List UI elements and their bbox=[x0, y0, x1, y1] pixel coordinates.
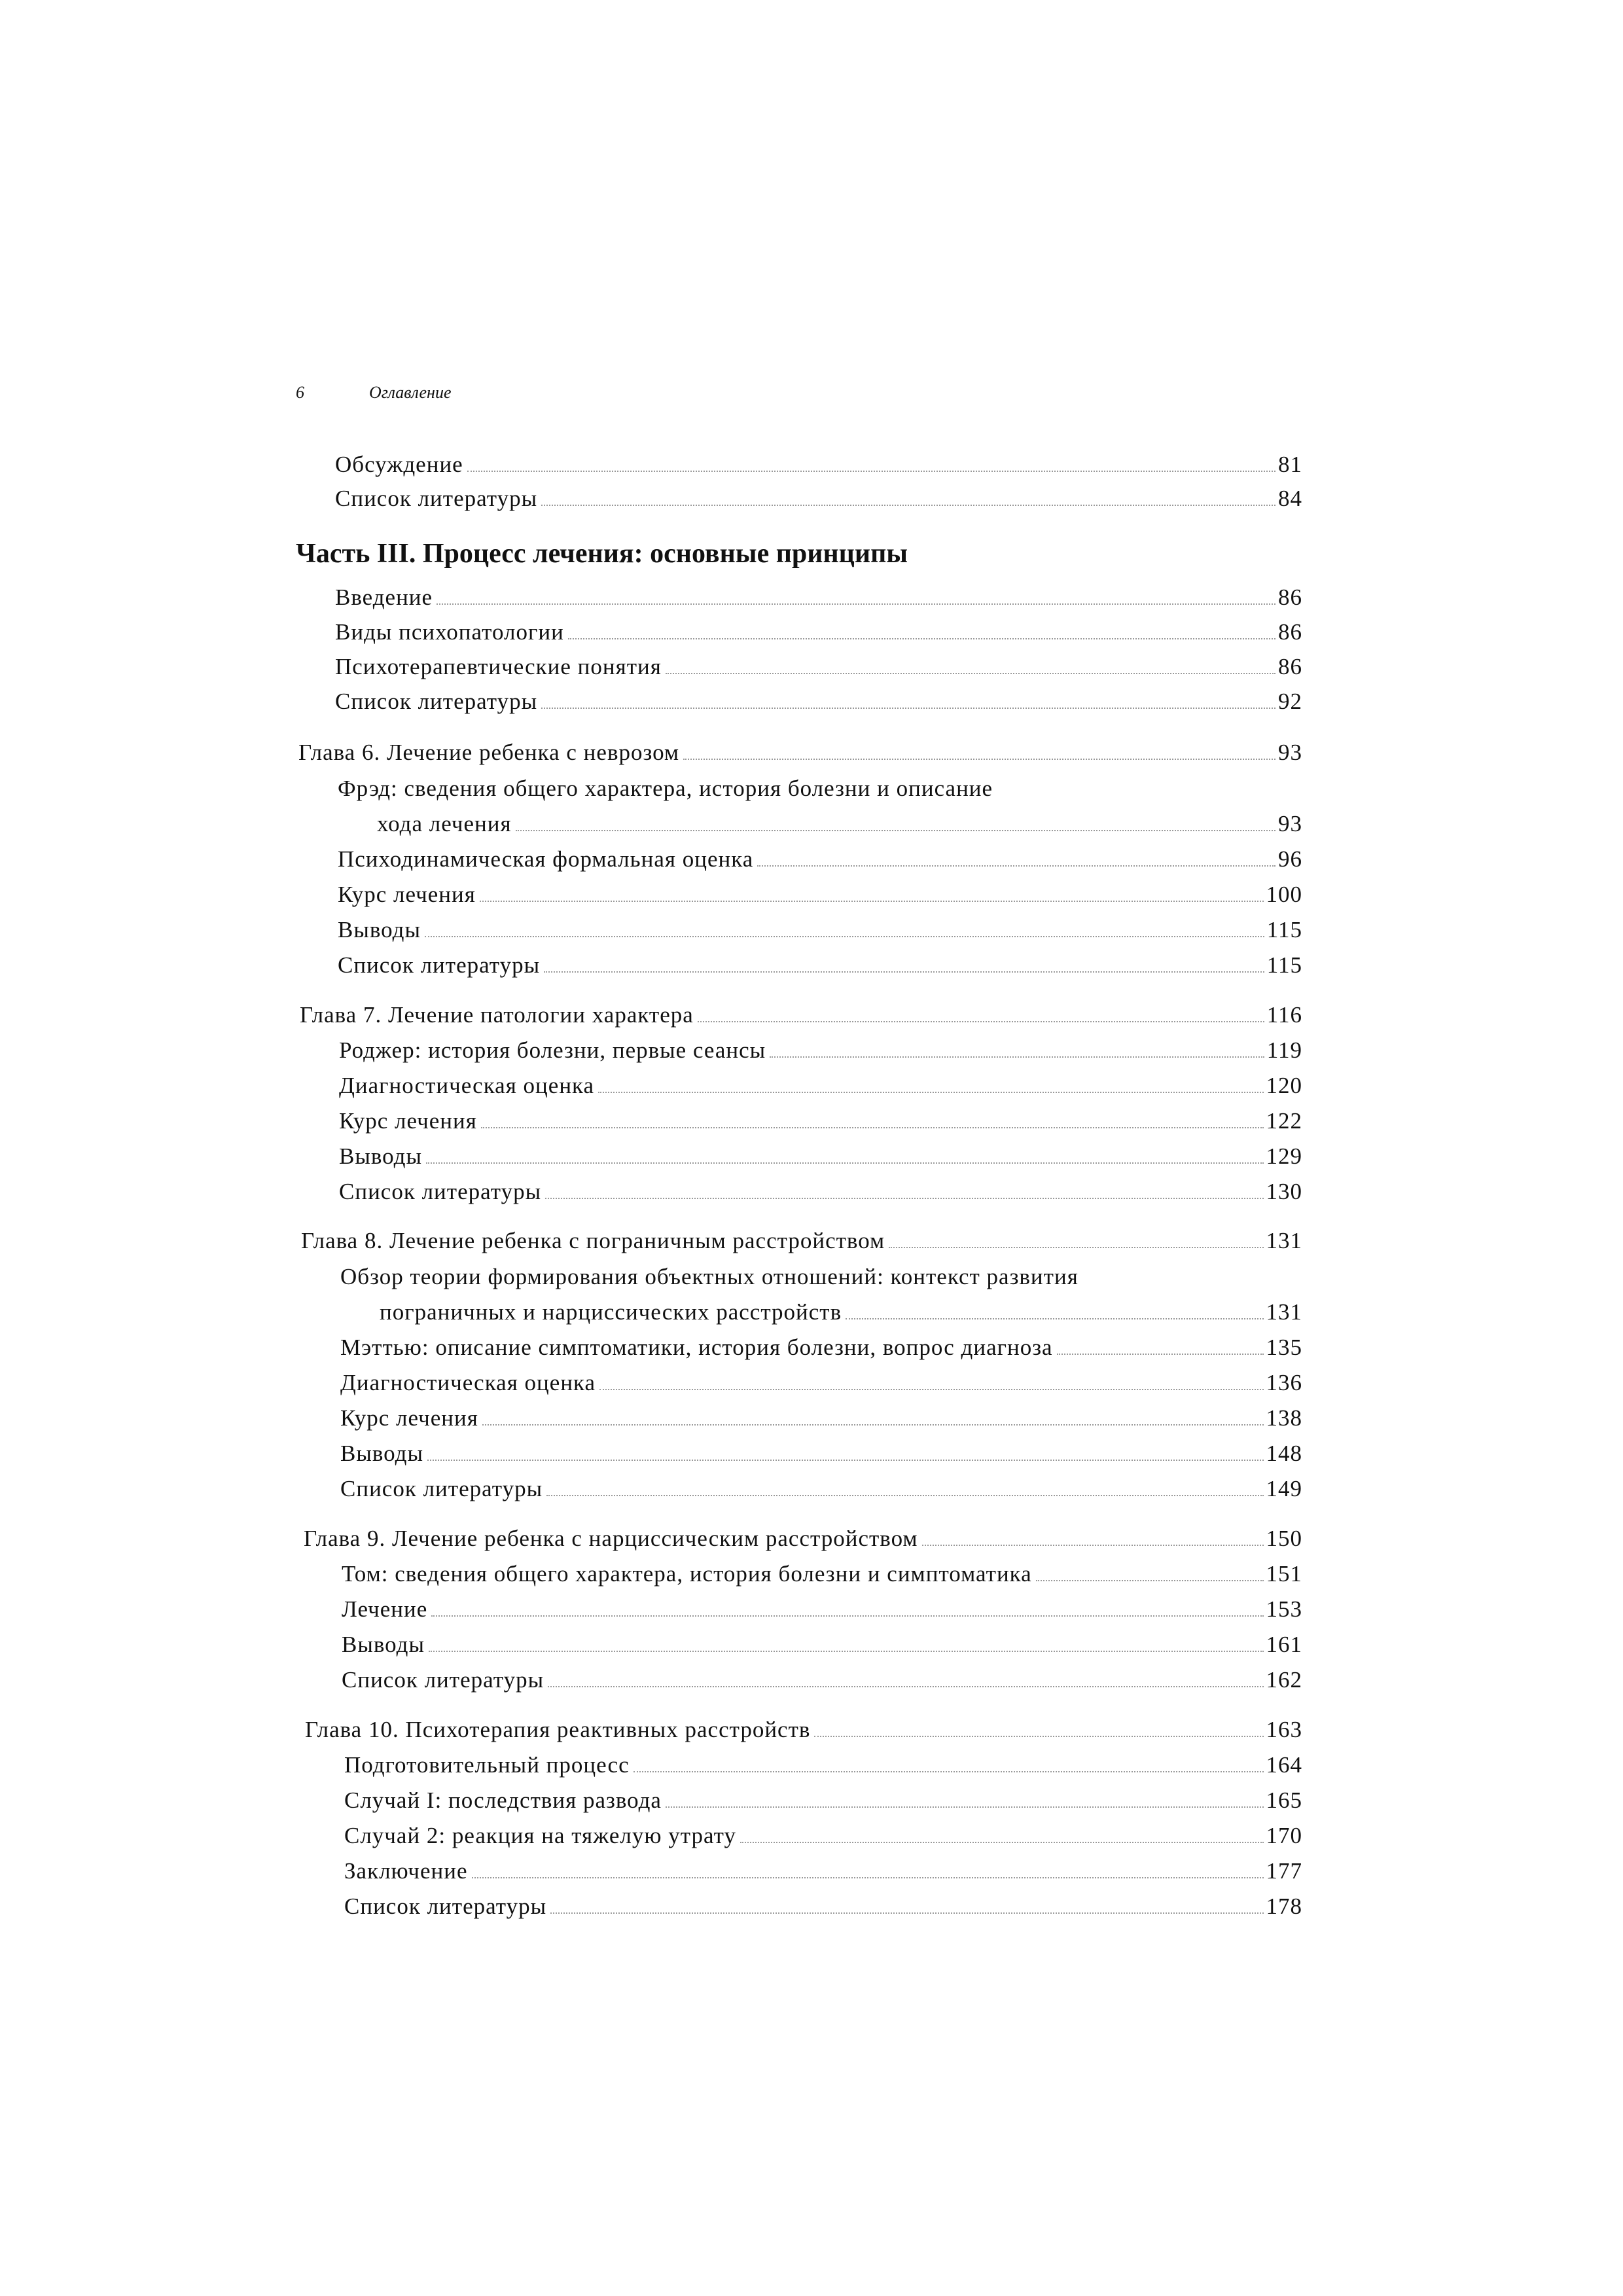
toc-entry-title: Заключение bbox=[344, 1858, 468, 1884]
toc-entry bbox=[344, 1854, 1302, 1889]
toc-entry-title-continued: хода лечения bbox=[377, 811, 512, 836]
toc-leader bbox=[516, 830, 1275, 831]
toc-leader bbox=[548, 1686, 1263, 1687]
toc-entry-page: 162 bbox=[1266, 1667, 1302, 1693]
toc-entry-title: Курс лечения bbox=[338, 882, 476, 907]
toc-entry-page: 149 bbox=[1266, 1476, 1302, 1501]
toc-entry-line2 bbox=[377, 806, 1302, 842]
chapter-10-heading bbox=[305, 1712, 1302, 1748]
header-title: Оглавление bbox=[369, 383, 452, 402]
toc-leader bbox=[472, 1877, 1264, 1878]
toc-entry-title: Выводы bbox=[340, 1441, 423, 1466]
toc-entry bbox=[338, 842, 1302, 877]
toc-entry-title: Выводы bbox=[338, 917, 421, 942]
toc-entry bbox=[340, 1330, 1302, 1365]
toc-entry-title: Фрэд: сведения общего характера, история болезни и описание bbox=[338, 776, 993, 801]
toc-leader bbox=[429, 1651, 1264, 1652]
toc-entry-title: Том: сведения общего характера, история болезни и симптоматика bbox=[342, 1561, 1032, 1587]
toc-leader bbox=[550, 1912, 1263, 1914]
toc-leader bbox=[698, 1021, 1264, 1022]
toc-leader bbox=[431, 1615, 1263, 1617]
toc-leader bbox=[846, 1318, 1263, 1319]
toc-entry-page: 100 bbox=[1266, 882, 1302, 907]
toc-leader bbox=[666, 1806, 1264, 1808]
toc-entry-page: 86 bbox=[1278, 654, 1302, 679]
chapter-8-heading bbox=[301, 1223, 1302, 1259]
toc-leader bbox=[740, 1842, 1264, 1843]
toc-chapter-title: Глава 9. Лечение ребенка с нарциссическим расстройством bbox=[304, 1526, 918, 1551]
toc-entry-title: Мэттью: описание симптоматики, история болезни, вопрос диагноза bbox=[340, 1335, 1053, 1360]
toc-entry-title: Подготовительный процесс bbox=[344, 1752, 630, 1778]
chapter-7-heading bbox=[300, 997, 1302, 1033]
toc-entry-page: 130 bbox=[1266, 1179, 1302, 1204]
toc-chapter-title: Глава 8. Лечение ребенка с пограничным расстройством bbox=[301, 1228, 885, 1253]
toc-chapter-title: Глава 7. Лечение патологии характера bbox=[300, 1002, 694, 1028]
toc-entry bbox=[344, 1748, 1302, 1783]
toc-leader bbox=[480, 901, 1264, 902]
toc-leader bbox=[1036, 1580, 1264, 1581]
toc-entry bbox=[339, 1139, 1302, 1174]
chapter-9-heading bbox=[304, 1521, 1302, 1556]
toc-entry-title: Введение bbox=[335, 584, 433, 610]
toc-entry-title: Курс лечения bbox=[339, 1108, 477, 1134]
toc-leader bbox=[481, 1127, 1264, 1128]
toc-leader bbox=[814, 1736, 1263, 1737]
toc-leader bbox=[437, 603, 1275, 605]
toc-entry bbox=[335, 481, 1302, 516]
toc-entry-title: Список литературы bbox=[335, 486, 538, 511]
toc-entry bbox=[335, 615, 1302, 650]
toc-entry-line1 bbox=[338, 771, 1302, 806]
running-header bbox=[296, 383, 451, 403]
toc-entry-title: Обзор теории формирования объектных отношений: контекст развития bbox=[340, 1264, 1079, 1289]
toc-entry-title: Список литературы bbox=[344, 1893, 547, 1919]
toc-entry-line2 bbox=[380, 1295, 1302, 1330]
toc-entry bbox=[335, 684, 1302, 719]
toc-leader bbox=[889, 1247, 1263, 1248]
toc-entry-title: Виды психопатологии bbox=[335, 619, 564, 645]
toc-entry-page: 93 bbox=[1278, 811, 1302, 836]
toc-entry-title: Курс лечения bbox=[340, 1405, 478, 1431]
toc-entry bbox=[342, 1662, 1302, 1698]
toc-entry-page: 81 bbox=[1278, 452, 1302, 477]
toc-leader bbox=[598, 1092, 1263, 1093]
toc-entry bbox=[338, 877, 1302, 912]
toc-entry bbox=[340, 1471, 1302, 1507]
toc-entry-page: 138 bbox=[1266, 1405, 1302, 1431]
toc-leader bbox=[770, 1056, 1264, 1058]
toc-entry-page: 135 bbox=[1266, 1335, 1302, 1360]
toc-entry-title: Выводы bbox=[342, 1632, 425, 1657]
toc-chapter-page: 93 bbox=[1278, 740, 1302, 765]
toc-leader bbox=[544, 971, 1264, 973]
toc-entry-page: 115 bbox=[1266, 952, 1302, 978]
header-page-number: 6 bbox=[296, 383, 304, 402]
toc-entry-title: Диагностическая оценка bbox=[339, 1073, 595, 1098]
toc-chapter-page: 116 bbox=[1266, 1002, 1302, 1028]
toc-entry bbox=[344, 1818, 1302, 1854]
toc-entry-title: Психотерапевтические понятия bbox=[335, 654, 662, 679]
toc-entry-page: 153 bbox=[1266, 1596, 1302, 1622]
toc-entry-page: 122 bbox=[1266, 1108, 1302, 1134]
toc-entry-title: Случай I: последствия развода bbox=[344, 1787, 662, 1813]
toc-entry bbox=[342, 1627, 1302, 1662]
toc-entry bbox=[338, 948, 1302, 983]
toc-entry bbox=[340, 1401, 1302, 1436]
toc-entry bbox=[335, 649, 1302, 685]
toc-entry-page: 129 bbox=[1266, 1143, 1302, 1169]
toc-entry-page: 84 bbox=[1278, 486, 1302, 511]
toc-entry bbox=[340, 1365, 1302, 1401]
chapter-6-heading bbox=[298, 735, 1302, 770]
toc-entry-page: 120 bbox=[1266, 1073, 1302, 1098]
toc-entry bbox=[339, 1103, 1302, 1139]
toc-leader bbox=[757, 865, 1275, 867]
toc-entry bbox=[335, 580, 1302, 615]
toc-leader bbox=[426, 1162, 1264, 1164]
toc-entry bbox=[344, 1783, 1302, 1818]
toc-entry-title: Список литературы bbox=[338, 952, 541, 978]
toc-chapter-page: 163 bbox=[1266, 1717, 1302, 1742]
toc-entry-page: 161 bbox=[1266, 1632, 1302, 1657]
toc-entry bbox=[339, 1068, 1302, 1103]
toc-leader bbox=[545, 1198, 1263, 1199]
toc-entry-page: 148 bbox=[1266, 1441, 1302, 1466]
toc-leader bbox=[683, 759, 1275, 760]
toc-entry bbox=[342, 1556, 1302, 1592]
toc-leader bbox=[666, 673, 1275, 674]
toc-entry-title: Список литературы bbox=[335, 689, 538, 714]
toc-entry-title: Список литературы bbox=[339, 1179, 542, 1204]
toc-entry bbox=[340, 1436, 1302, 1471]
toc-leader bbox=[425, 936, 1264, 937]
toc-entry-title: Психодинамическая формальная оценка bbox=[338, 846, 754, 872]
toc-entry-page: 170 bbox=[1266, 1823, 1302, 1848]
toc-chapter-page: 150 bbox=[1266, 1526, 1302, 1551]
toc-entry-page: 136 bbox=[1266, 1370, 1302, 1395]
toc-entry-page: 119 bbox=[1266, 1037, 1302, 1063]
toc-entry bbox=[335, 447, 1302, 482]
toc-entry bbox=[344, 1889, 1302, 1924]
toc-entry-page: 96 bbox=[1278, 846, 1302, 872]
toc-entry bbox=[339, 1174, 1302, 1210]
toc-chapter-page: 131 bbox=[1266, 1228, 1302, 1253]
toc-leader bbox=[546, 1495, 1263, 1496]
toc-entry-title: Диагностическая оценка bbox=[340, 1370, 596, 1395]
toc-leader bbox=[482, 1424, 1264, 1426]
toc-leader bbox=[599, 1389, 1263, 1390]
toc-entry-page: 178 bbox=[1266, 1893, 1302, 1919]
toc-entry-title: Случай 2: реакция на тяжелую утрату bbox=[344, 1823, 736, 1848]
toc-entry-page: 151 bbox=[1266, 1561, 1302, 1587]
toc-entry-title: Роджер: история болезни, первые сеансы bbox=[339, 1037, 766, 1063]
toc-entry-title-continued: пограничных и нарциссических расстройств bbox=[380, 1299, 842, 1325]
toc-entry-page: 165 bbox=[1266, 1787, 1302, 1813]
toc-entry-line1 bbox=[340, 1259, 1302, 1295]
toc-entry-page: 164 bbox=[1266, 1752, 1302, 1778]
part-heading: Часть III. Процесс лечения: основные принципы bbox=[296, 539, 908, 569]
toc-leader bbox=[541, 505, 1275, 506]
toc-leader bbox=[1057, 1354, 1264, 1355]
toc-entry bbox=[338, 912, 1302, 948]
toc-entry-page: 92 bbox=[1278, 689, 1302, 714]
toc-leader bbox=[922, 1545, 1264, 1546]
toc-entry-title: Лечение bbox=[342, 1596, 428, 1622]
toc-entry-page: 115 bbox=[1266, 917, 1302, 942]
toc-leader bbox=[541, 708, 1275, 709]
toc-chapter-title: Глава 6. Лечение ребенка с неврозом bbox=[298, 740, 680, 765]
toc-chapter-title: Глава 10. Психотерапия реактивных расстройств bbox=[305, 1717, 811, 1742]
toc-entry bbox=[342, 1592, 1302, 1627]
toc-entry-page: 86 bbox=[1278, 619, 1302, 645]
toc-entry-title: Выводы bbox=[339, 1143, 422, 1169]
toc-leader bbox=[568, 638, 1275, 639]
toc-entry-title: Список литературы bbox=[340, 1476, 543, 1501]
toc-leader bbox=[427, 1460, 1264, 1461]
toc-entry-title: Обсуждение bbox=[335, 452, 463, 477]
toc-entry-page: 177 bbox=[1266, 1858, 1302, 1884]
toc-entry-page: 86 bbox=[1278, 584, 1302, 610]
toc-entry bbox=[339, 1033, 1302, 1068]
toc-entry-page: 131 bbox=[1266, 1299, 1302, 1325]
toc-entry-title: Список литературы bbox=[342, 1667, 544, 1693]
toc-leader bbox=[467, 471, 1275, 472]
toc-leader bbox=[633, 1771, 1264, 1772]
